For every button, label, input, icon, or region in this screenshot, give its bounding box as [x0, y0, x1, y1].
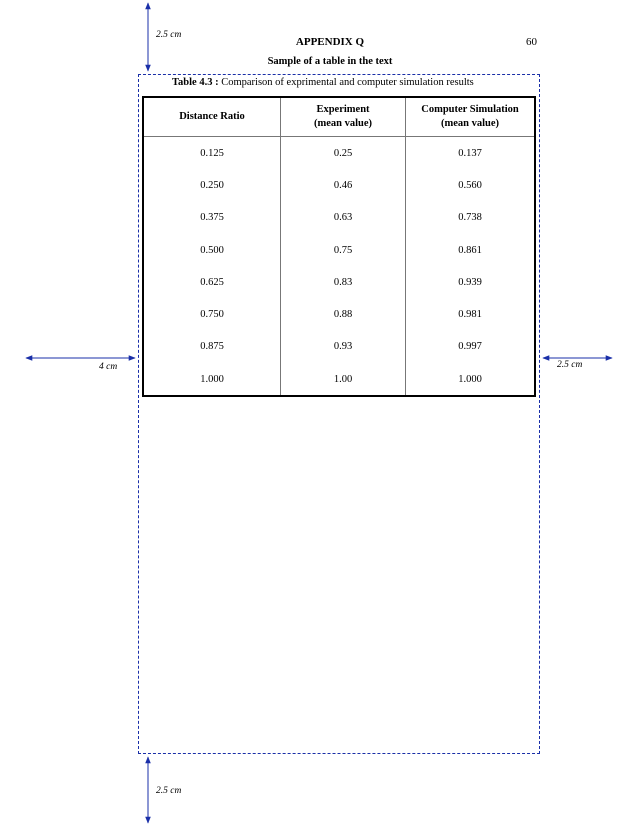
experiment-cell: 0.83 [281, 266, 406, 298]
simulation-cell: 1.000 [406, 363, 536, 396]
left-margin-label: 4 cm [99, 362, 118, 372]
table-row [143, 169, 535, 201]
top-margin-label: 2.5 cm [156, 30, 182, 40]
experiment-cell: 1.00 [281, 363, 406, 396]
distance-ratio-cell: 0.875 [143, 331, 281, 363]
appendix-title: APPENDIX Q [295, 36, 365, 48]
bottom-margin-label: 2.5 cm [156, 786, 182, 796]
caption-label: Table 4.3 : [172, 77, 219, 88]
experiment-cell: 0.93 [281, 331, 406, 363]
simulation-cell: 0.738 [406, 202, 536, 234]
simulation-cell: 0.137 [406, 137, 536, 170]
simulation-cell: 0.861 [406, 234, 536, 266]
table-header-row [143, 97, 535, 137]
table-row [143, 202, 535, 234]
table-row [143, 137, 535, 170]
experiment-cell: 0.75 [281, 234, 406, 266]
simulation-cell: 0.981 [406, 298, 536, 330]
distance-ratio-cell: 0.250 [143, 169, 281, 201]
table-row [143, 266, 535, 298]
distance-ratio-cell: 0.375 [143, 202, 281, 234]
column-header-distance-ratio: Distance Ratio [143, 97, 281, 137]
results-table [142, 96, 536, 397]
experiment-cell: 0.88 [281, 298, 406, 330]
experiment-cell: 0.25 [281, 137, 406, 170]
table-row [143, 298, 535, 330]
caption-text: Comparison of exprimental and computer simulation results [221, 77, 474, 88]
right-margin-label: 2.5 cm [557, 360, 583, 370]
distance-ratio-cell: 0.500 [143, 234, 281, 266]
column-header-experiment: Experiment (mean value) [281, 97, 406, 137]
simulation-cell: 0.560 [406, 169, 536, 201]
column-header-computer-simulation: Computer Simulation (mean value) [406, 97, 536, 137]
table-row [143, 234, 535, 266]
distance-ratio-cell: 0.750 [143, 298, 281, 330]
sample-title: Sample of a table in the text [267, 56, 393, 67]
page-number: 60 [526, 36, 537, 48]
experiment-cell: 0.63 [281, 202, 406, 234]
table-row [143, 363, 535, 396]
simulation-cell: 0.997 [406, 331, 536, 363]
simulation-cell: 0.939 [406, 266, 536, 298]
distance-ratio-cell: 0.625 [143, 266, 281, 298]
distance-ratio-cell: 0.125 [143, 137, 281, 170]
distance-ratio-cell: 1.000 [143, 363, 281, 396]
table-row [143, 331, 535, 363]
experiment-cell: 0.46 [281, 169, 406, 201]
table-caption [172, 77, 474, 88]
